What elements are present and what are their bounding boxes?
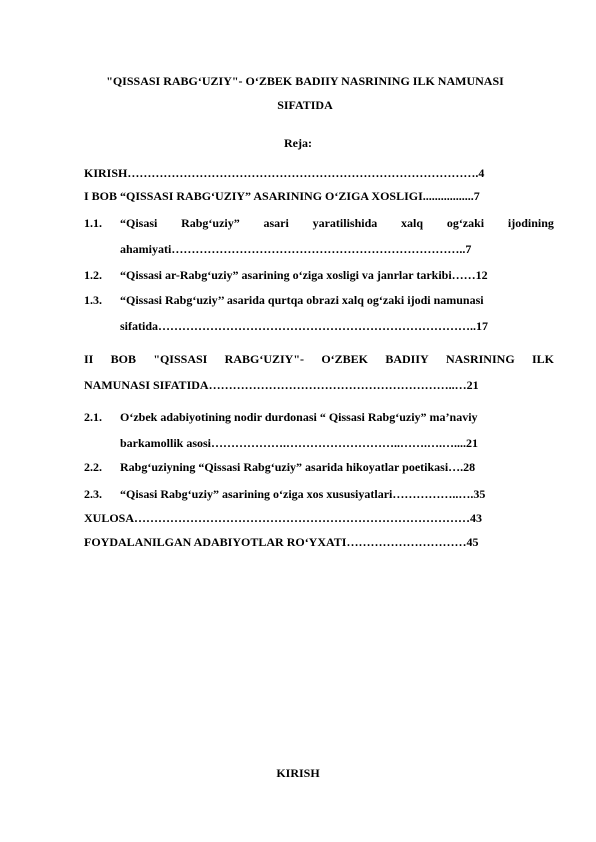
toc-chapter-2-word: ILK (531, 352, 554, 366)
toc-1-3-line-1: “Qissasi Rabg‘uziy’’ asarida qurtqa obrazi xalq og‘zaki ijodi namunasi (120, 293, 484, 307)
section-heading-kirish: KIRISH (276, 766, 320, 780)
toc-2-2-number: 2.2. (84, 460, 102, 474)
toc-chapter-2-word: NASRINING (445, 352, 515, 366)
toc-1-1-word: “Qisasi (120, 216, 158, 230)
toc-chapter-2-word: O‘ZBEK (321, 352, 368, 366)
toc-1-1-line-1 (120, 216, 554, 231)
toc-2-3-number: 2.3. (84, 487, 102, 501)
toc-1-1-word: og‘zaki (446, 216, 485, 230)
plan-heading: Reja: (284, 136, 312, 150)
toc-1-1-word: ijodining (507, 216, 554, 230)
toc-2-1-number: 2.1. (84, 410, 102, 424)
toc-chapter-2-line-2: NAMUNASI SIFATIDA……………………………………………………..…21 (84, 378, 479, 392)
toc-2-3-text: “Qisasi Rabg‘uziy” asarining o‘ziga xos xususiyatlari……………..….35 (120, 487, 486, 501)
toc-1-3-line-2: sifatida……………………………………………………………………..17 (120, 319, 489, 333)
page-title-line-2: SIFATIDA (277, 98, 333, 112)
toc-1-1-line-2: ahamiyati………………………………………………………………..7 (120, 242, 472, 256)
toc-1-2-text: “Qissasi ar-Rabg‘uziy” asarining o‘ziga xosligi va janrlar tarkibi……12 (120, 268, 488, 282)
toc-2-1-line-2: barkamollik asosi……………….………………………..…….….…....21 (120, 436, 479, 450)
toc-references: FOYDALANILGAN ADABIYOTLAR RO‘YXATI…………………………45 (84, 535, 479, 549)
toc-2-2-text: Rabg‘uziyning “Qissasi Rabg‘uziy” asarida hikoyatlar poetikasi….28 (120, 460, 476, 474)
toc-chapter-1: I BOB “QISSASI RABG‘UZIY” ASARINING O‘ZIGA XOSLIGI.................7 (84, 189, 480, 203)
toc-1-1-word: asari (263, 216, 289, 230)
toc-chapter-2-word: II (84, 352, 94, 366)
toc-1-1-number: 1.1. (84, 216, 102, 230)
toc-kirish: KIRISH…………………………………………………………………………….4 (84, 166, 485, 180)
toc-chapter-2-word: BADIIY (385, 352, 429, 366)
toc-1-3-number: 1.3. (84, 293, 102, 307)
toc-xulosa: XULOSA…………………………………………………………………………43 (84, 511, 483, 525)
toc-1-2-number: 1.2. (84, 268, 102, 282)
toc-chapter-2-word: BOB (110, 352, 136, 366)
toc-1-1-word: Rabg‘uziy” (181, 216, 240, 230)
toc-chapter-2-line-1 (84, 352, 554, 367)
toc-chapter-2-word: RABG‘UZIY"- (224, 352, 304, 366)
toc-1-1-word: xalq (401, 216, 424, 230)
page-title-line-1: "QISSASI RABG‘UZIY"- O‘ZBEK BADIIY NASRINING ILK NAMUNASI (106, 74, 504, 88)
toc-chapter-2-word: "QISSASI (153, 352, 208, 366)
toc-2-1-line-1: O‘zbek adabiyotining nodir durdonasi “ Qissasi Rabg‘uziy” ma’naviy (120, 410, 478, 424)
toc-1-1-word: yaratilishida (312, 216, 378, 230)
